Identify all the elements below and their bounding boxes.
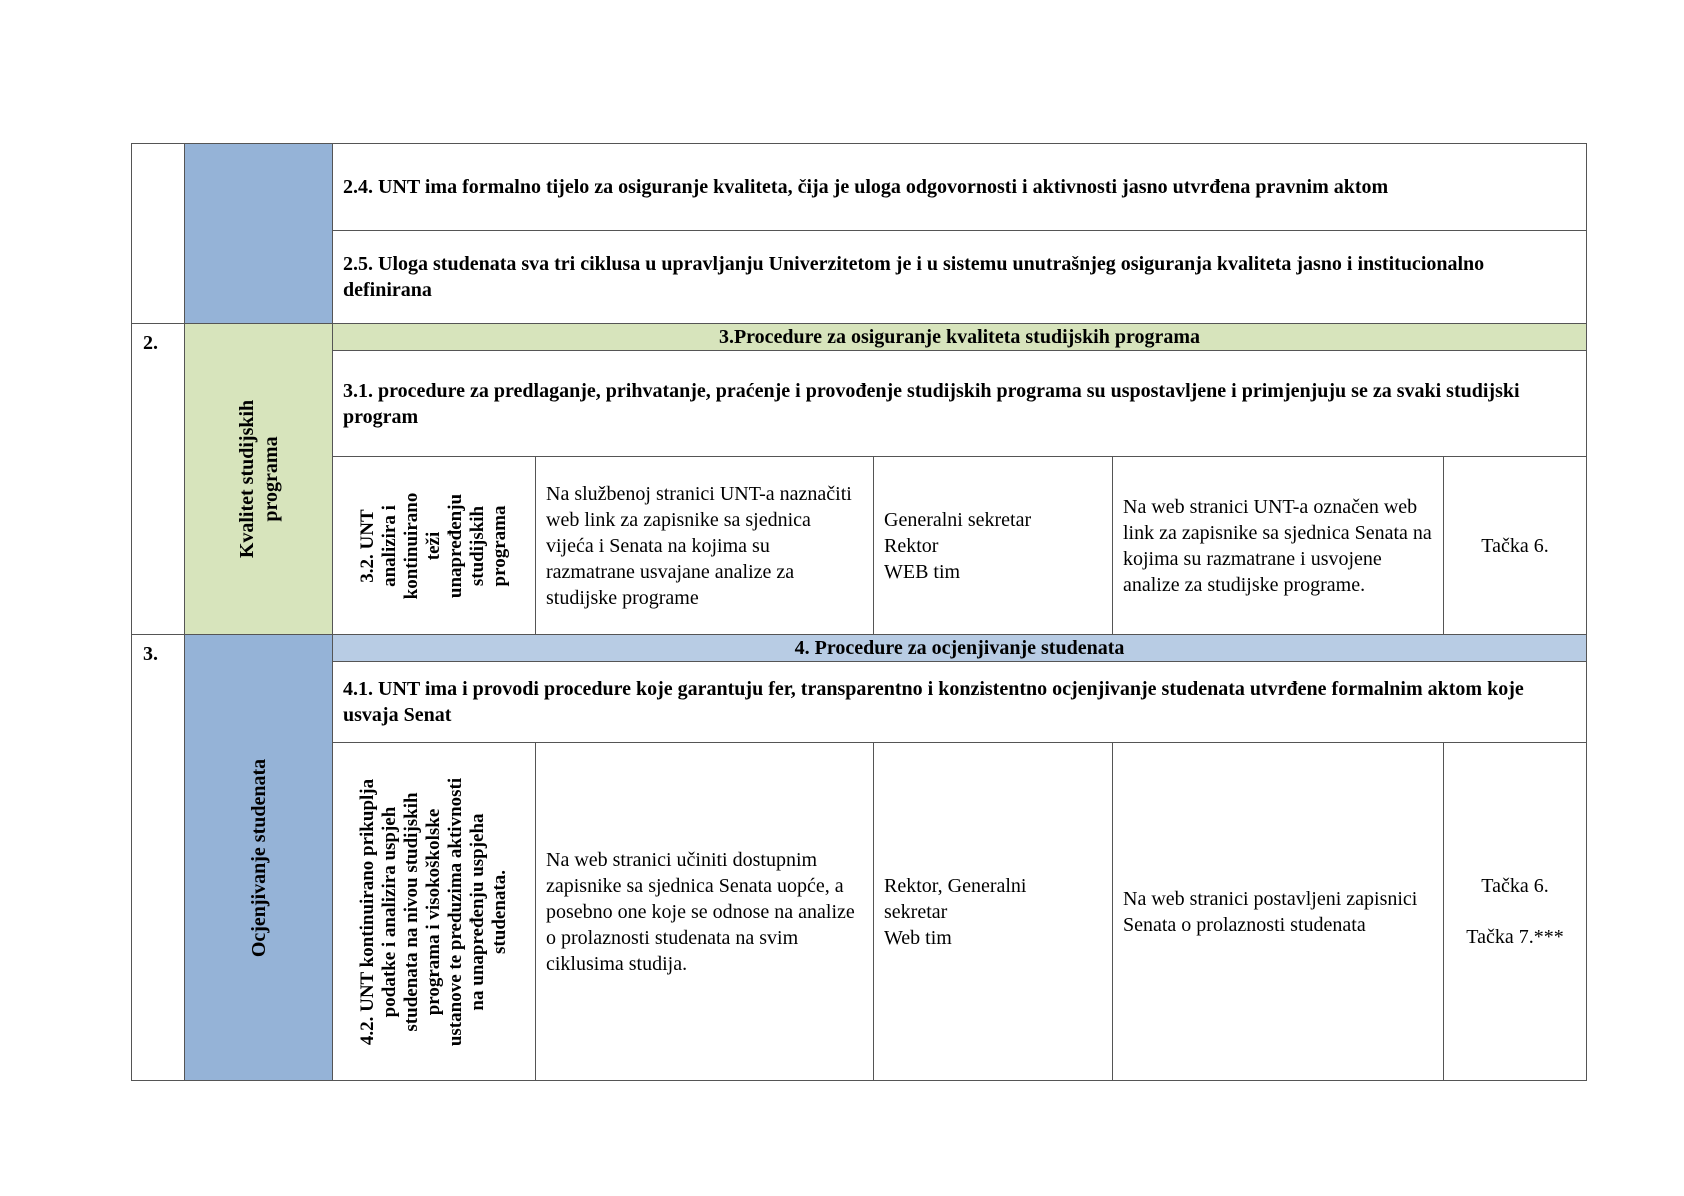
reference-cell: Tačka 6. Tačka 7.*** (1444, 743, 1587, 1081)
standard-2-4: 2.4. UNT ima formalno tijelo za osiguranje kvaliteta, čija je uloga odgovornosti i aktivnosti jasno utvrđena pravnim aktom (333, 144, 1587, 231)
number-cell-empty (132, 144, 185, 324)
table-row (132, 457, 1587, 635)
responsible-cell: Generalni sekretar Rektor WEB tim (874, 457, 1113, 635)
area-band-student-assessment (185, 635, 333, 1081)
table-row (132, 351, 1587, 457)
section-number: 3. (132, 635, 185, 1081)
standard-4-1: 4.1. UNT ima i provodi procedure koje garantuju fer, transparentno i konzistentno ocjenjivanje studenata utvrđene formalnim aktom koje usvaja Senat (333, 662, 1587, 743)
responsible-cell: Rektor, Generalni sekretar Web tim (874, 743, 1113, 1081)
area-band-continued (185, 144, 333, 324)
table-row (132, 635, 1587, 662)
reference-cell: Tačka 6. (1444, 457, 1587, 635)
item-label-cell (333, 457, 536, 635)
table-row (132, 231, 1587, 324)
activity-cell: Na službenoj stranici UNT-a naznačiti web link za zapisnike sa sjednica vijeća i Senata na kojima su razmatrane usvajane analize za studijske programe (536, 457, 874, 635)
standard-3-1: 3.1. procedure za predlaganje, prihvatanje, praćenje i provođenje studijskih programa su uspostavljene i primjenjuju se za svaki studijski program (333, 351, 1587, 457)
activity-cell: Na web stranici učiniti dostupnim zapisnike sa sjednica Senata uopće, a posebno one koje se odnose na analize o prolaznosti studenata na svim ciklusima studija. (536, 743, 874, 1081)
section-title: 4. Procedure za ocjenjivanje studenata (333, 635, 1587, 662)
table-row (132, 324, 1587, 351)
section-number: 2. (132, 324, 185, 635)
table-row (132, 144, 1587, 231)
quality-plan-table (131, 143, 1587, 1081)
item-label-cell (333, 743, 536, 1081)
standard-2-5: 2.5. Uloga studenata sva tri ciklusa u upravljanju Univerzitetom je i u sistemu unutrašnjeg osiguranja kvaliteta jasno i institucionalno definirana (333, 231, 1587, 324)
area-band-study-programs (185, 324, 333, 635)
area-label: Kvalitet studijskih programa (235, 399, 282, 559)
section-title: 3.Procedure za osiguranje kvaliteta studijskih programa (333, 324, 1587, 351)
item-label: 3.2. UNT analizira i kontinuirano teži unapređenju studijskih programa (357, 492, 510, 599)
table-row (132, 743, 1587, 1081)
indicator-cell: Na web stranici postavljeni zapisnici Senata o prolaznosti studenata (1113, 743, 1444, 1081)
indicator-cell: Na web stranici UNT-a označen web link za zapisnike sa sjednica Senata na kojima su razmatrane i usvojene analize za studijske programe. (1113, 457, 1444, 635)
area-label: Ocjenjivanje studenata (247, 758, 270, 957)
item-label: 4.2. UNT kontinuirano prikuplja podatke i analizira uspjeh studenata na nivou studijskih programa i visokoškolske ustanove te preduzima aktivnosti na unapređenju uspjeha studenata. (357, 777, 510, 1046)
table-row (132, 662, 1587, 743)
